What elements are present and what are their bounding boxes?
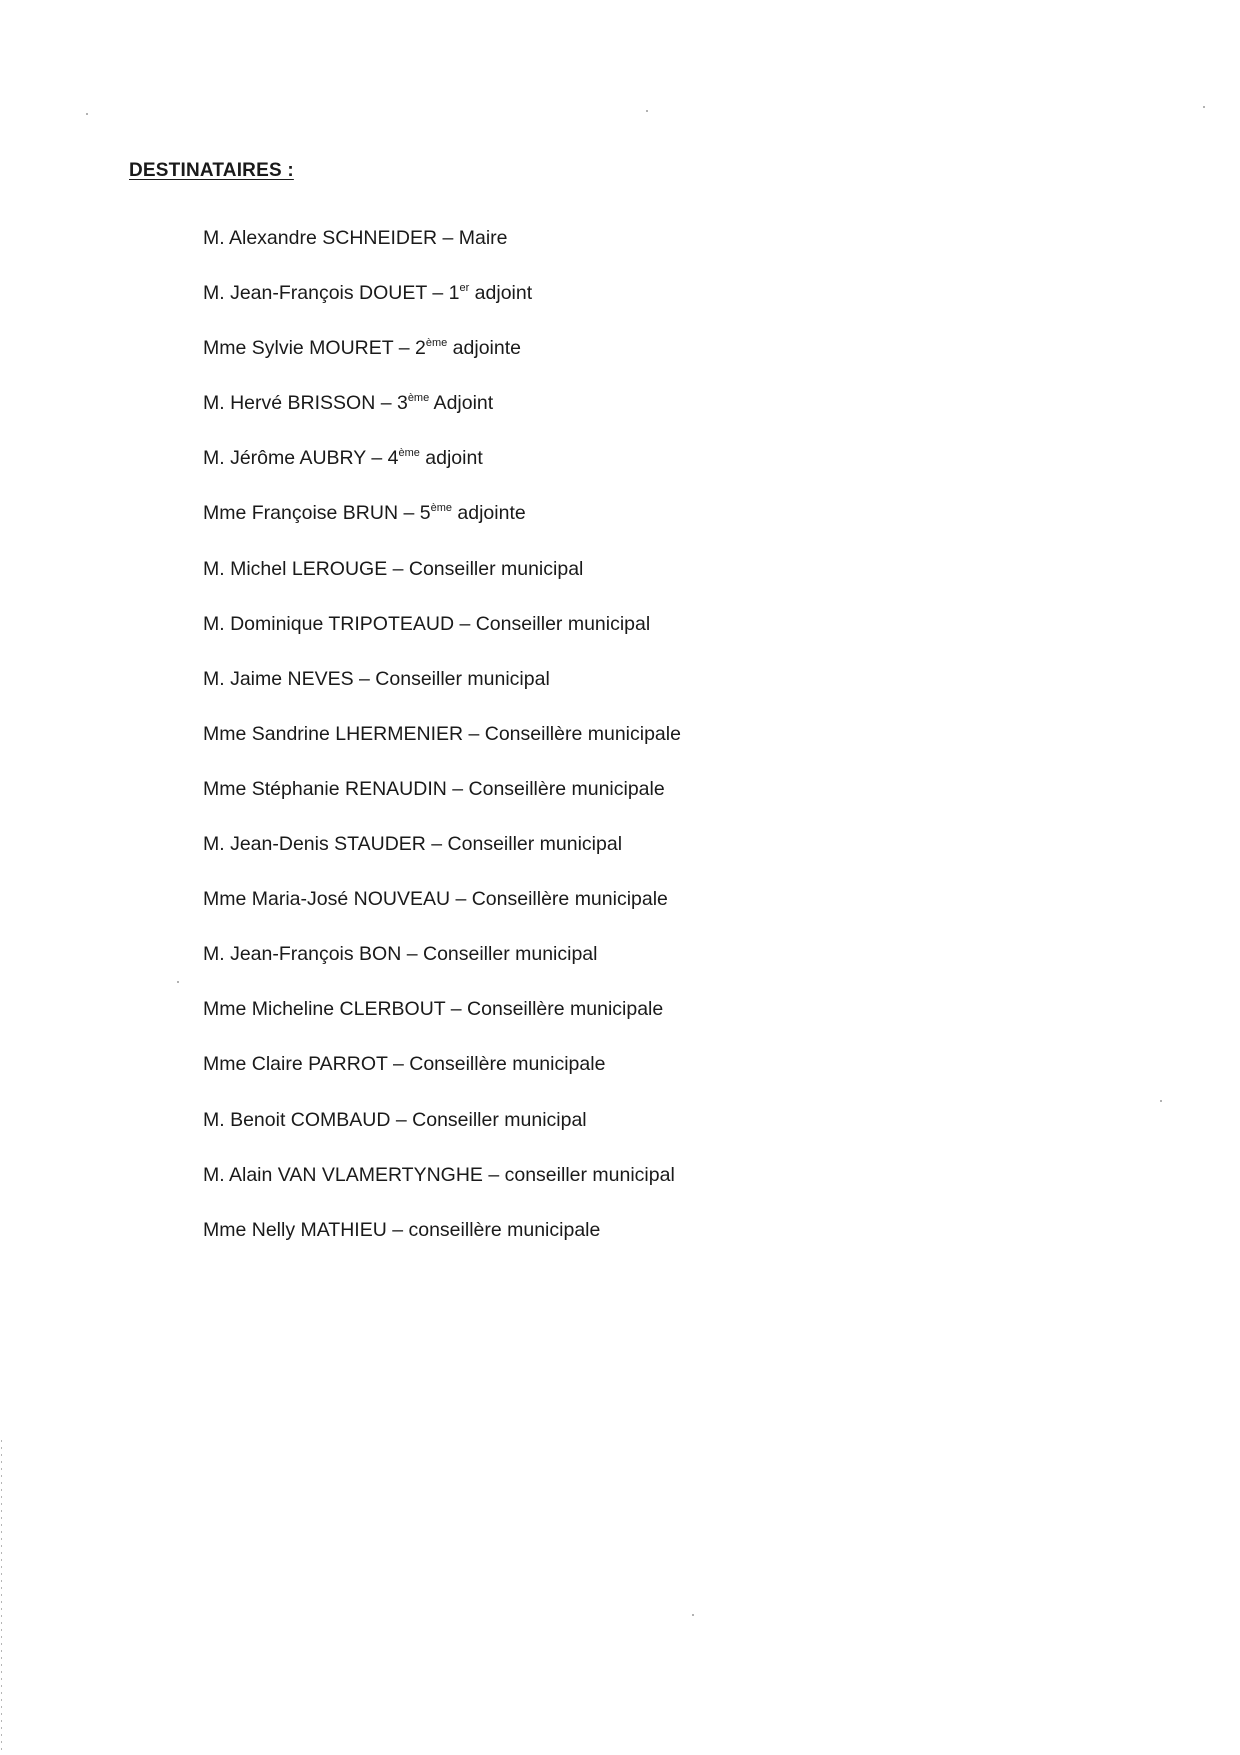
recipient-item: [203, 612, 681, 667]
recipient-role: adjointe: [451, 502, 526, 525]
recipient-name: Mme Maria-José NOUVEAU – Conseillère municipale: [203, 888, 668, 911]
rank-ordinal: ème: [398, 446, 420, 459]
scan-speck: [646, 110, 648, 112]
scan-speck: [86, 113, 88, 115]
recipient-item: [203, 1218, 681, 1273]
recipient-list: [203, 226, 681, 1273]
rank-ordinal: ème: [407, 391, 430, 404]
recipient-name: Mme Micheline CLERBOUT – Conseillère municipale: [203, 998, 664, 1021]
rank-ordinal: ème: [425, 336, 448, 349]
recipient-item: [203, 777, 681, 832]
recipient-item: [203, 501, 681, 556]
recipient-name: M. Jaime NEVES – Conseiller municipal: [203, 667, 550, 690]
recipient-name: M. Jean-Denis STAUDER – Conseiller municipal: [203, 833, 623, 856]
recipient-name: M. Hervé BRISSON – 3: [203, 392, 408, 415]
recipient-name: Mme Sandrine LHERMENIER – Conseillère municipale: [203, 722, 681, 745]
recipient-name: Mme Claire PARROT – Conseillère municipale: [203, 1053, 606, 1076]
recipient-name: Mme Françoise BRUN – 5: [203, 502, 431, 525]
recipient-name: M. Jérôme AUBRY – 4: [203, 447, 399, 470]
recipient-role: Adjoint: [429, 392, 494, 415]
scan-speck: [692, 1614, 694, 1616]
recipient-name: M. Alexandre SCHNEIDER – Maire: [203, 227, 508, 249]
recipient-item: [203, 887, 681, 942]
recipient-name: M. Dominique TRIPOTEAUD – Conseiller municipal: [203, 612, 651, 635]
rank-ordinal: ème: [430, 501, 452, 514]
recipient-name: M. Alain VAN VLAMERTYNGHE – conseiller municipal: [203, 1163, 675, 1186]
recipient-name: Mme Nelly MATHIEU – conseillère municipale: [203, 1218, 601, 1241]
recipient-item: [203, 1108, 681, 1163]
scan-speck: [1203, 106, 1205, 108]
recipient-item: [203, 1163, 681, 1218]
recipient-item: [203, 1052, 681, 1107]
recipient-name: M. Benoit COMBAUD – Conseiller municipal: [203, 1108, 587, 1131]
recipient-name: M. Jean-François DOUET – 1: [203, 282, 460, 305]
recipient-item: [203, 667, 681, 722]
recipient-item: [203, 997, 681, 1052]
recipient-item: [203, 942, 681, 997]
scan-speck: [177, 981, 179, 983]
recipient-item: [203, 722, 681, 777]
recipient-item: [203, 281, 681, 336]
recipient-name: Mme Sylvie MOURET – 2: [203, 337, 426, 360]
scan-edge-artifact: [1, 1440, 2, 1755]
recipient-item: [203, 832, 681, 887]
recipient-role: adjoint: [469, 282, 533, 305]
recipient-item: [203, 557, 681, 612]
recipient-name: Mme Stéphanie RENAUDIN – Conseillère municipale: [203, 777, 665, 800]
recipient-item: [203, 226, 681, 281]
recipients-heading: DESTINATAIRES :: [129, 160, 294, 181]
rank-ordinal: er: [459, 281, 470, 294]
recipient-item: [203, 336, 681, 391]
recipient-item: [203, 446, 681, 501]
recipient-role: adjointe: [447, 337, 521, 360]
recipient-name: M. Jean-François BON – Conseiller municipal: [203, 943, 598, 966]
recipient-item: [203, 391, 681, 446]
scan-speck: [1160, 1100, 1162, 1102]
recipient-name: M. Michel LEROUGE – Conseiller municipal: [203, 557, 584, 580]
recipient-role: adjoint: [419, 447, 483, 470]
